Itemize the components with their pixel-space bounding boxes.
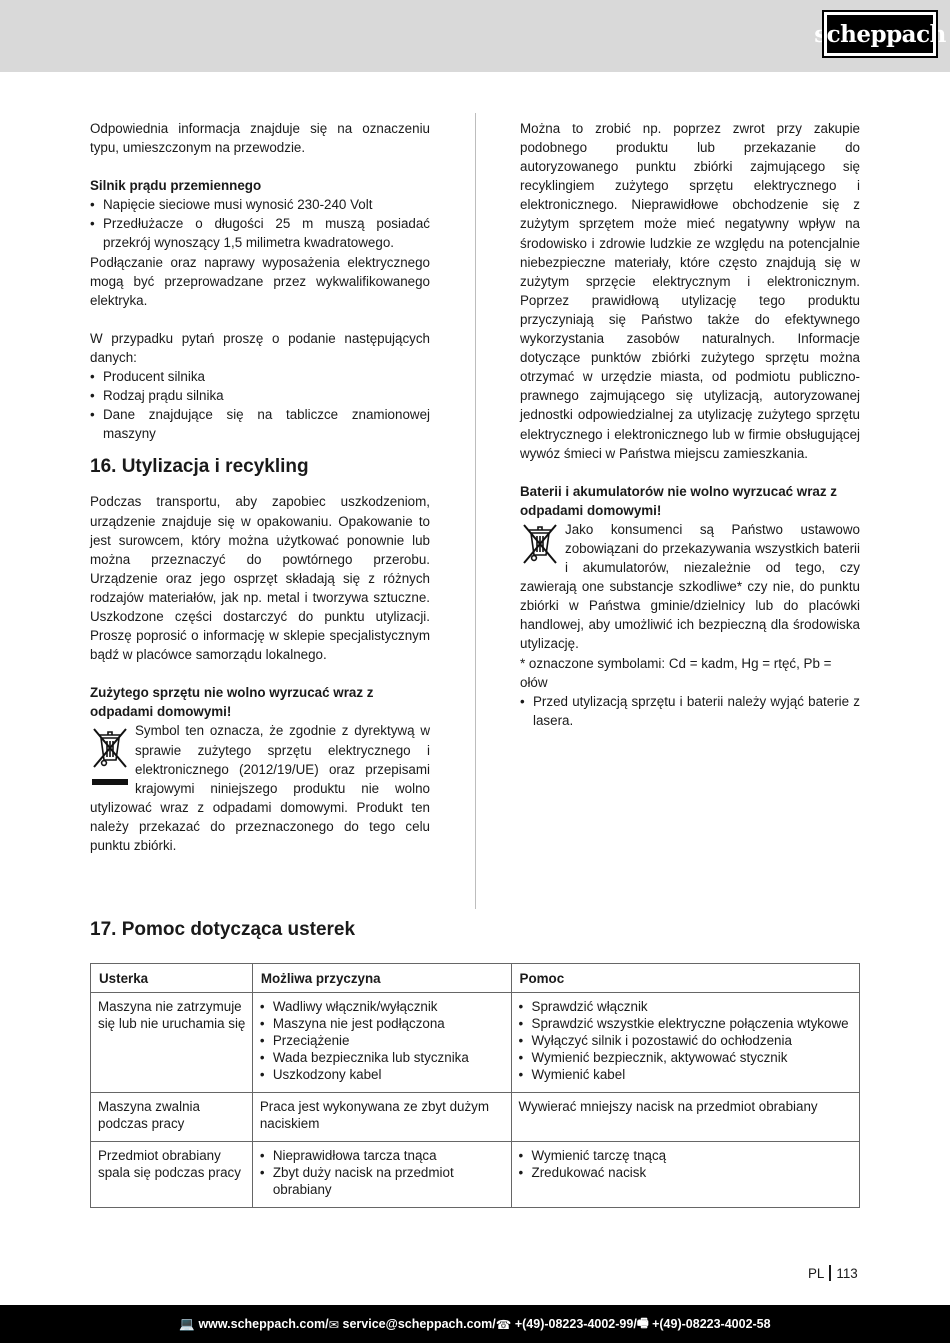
motor-heading: Silnik prądu przemiennego xyxy=(90,178,262,194)
data-list xyxy=(90,367,430,443)
phone-icon: ☎ xyxy=(495,1317,515,1332)
left-column xyxy=(90,119,430,855)
list-item: • Wymienić bezpiecznik, aktywować stycznik xyxy=(519,1049,853,1066)
footer-separator: / xyxy=(325,1317,329,1331)
table-header-row xyxy=(91,964,860,993)
battery-list xyxy=(520,692,860,730)
packaging-info: Podczas transportu, aby zapobiec uszkodzeniom, urządzenie znajduje się w opakowaniu. Opakowanie to jest surowcem, który można użytkować ponownie lub można przeznaczyć do powtórnego przerobu. Urządzenie oraz jego osprzęt składają się z różnych rodzajów materiałów, jak np. metal i tworzywa sztuczne. Uszkodzone części dostarczyć do punktu utylizacji. Proszę poprosić o informację w sklepie specjalistycznym bądź w placówce samorządu lokalnego. xyxy=(90,494,430,663)
column-header: Możliwa przyczyna xyxy=(252,964,511,993)
battery-heading: Baterii i akumulatorów nie wolno wyrzucać wraz z odpadami domowymi! xyxy=(520,483,837,518)
motor-list xyxy=(90,195,430,252)
electrician-info: Podłączanie oraz naprawy wyposażenia elektrycznego mogą być przeprowadzane przez wykwalifikowanego elektryka. xyxy=(90,254,430,308)
header-bar xyxy=(0,0,950,72)
list-item: • Napięcie sieciowe musi wynosić 230-240 Volt xyxy=(90,195,430,214)
fax-icon: 🖷 xyxy=(636,1315,653,1330)
recycling-info: Można to zrobić np. poprzez zwrot przy zakupie podobnego produktu lub przekazanie do autoryzowanego punktu zbiórki zajmującego się recyklingiem zużytego sprzętu elektrycznego i elektronicznego. Nieprawidłowe obchodzenie się z zużytym sprzętem może mieć negatywny wpływ na środowisko i zdrowie ludzkie ze względu na potencjalnie niebezpieczne materiały, które często znajdują się w zużytym sprzęcie elektrycznym i elektronicznym. Poprzez prawidłową utylizację tego produktu przyczyniają się Państwo także do efektywnego wykorzystania zasobów naturalnych. Informacje dotyczące punktów zbiórki zużytego sprzętu można otrzymać w urzędzie miasta, od podmiotu publiczno-prawnego zajmującego się utylizacją, autoryzowanej jednostki odpowiedzialnej za utylizację zużytego sprzętu elektrycznego i elektronicznego lub w firmie obsługującej wywóz śmieci w Państwa miejscu zamieszkania. xyxy=(520,121,860,461)
cause-cell xyxy=(252,993,511,1093)
column-header: Usterka xyxy=(91,964,253,993)
language-code: PL xyxy=(808,1265,825,1281)
weee-heading: Zużytego sprzętu nie wolno wyrzucać wraz z odpadami domowymi! xyxy=(90,685,374,720)
column-header: Pomoc xyxy=(511,964,859,993)
table-row xyxy=(91,1142,860,1208)
fault-cell: Przedmiot obrabiany spala się podczas pracy xyxy=(91,1142,253,1208)
footer-separator: / xyxy=(633,1317,637,1331)
troubleshooting-table xyxy=(90,963,860,1208)
fault-cell: Maszyna nie zatrzymuje się lub nie uruchamia się xyxy=(91,993,253,1093)
list-item: • Przedłużacze o długości 25 m muszą posiadać przekrój wynoszący 1,5 milimetra kwadratowego. xyxy=(90,214,430,252)
footer-fax: +(49)-08223-4002-58 xyxy=(652,1317,771,1331)
table-row xyxy=(91,993,860,1093)
crossed-bin-icon xyxy=(90,723,130,789)
footer-web[interactable]: www.scheppach.com xyxy=(198,1317,326,1331)
table-row xyxy=(91,1093,860,1142)
list-item: • Sprawdzić włącznik xyxy=(519,998,853,1015)
questions-info: W przypadku pytań proszę o podanie następujących danych: xyxy=(90,330,430,365)
fix-cell xyxy=(511,993,859,1093)
list-item: • Rodzaj prądu silnika xyxy=(90,386,430,405)
list-item: • Wadliwy włącznik/wyłącznik xyxy=(260,998,505,1015)
email-icon: ✉ xyxy=(328,1317,343,1332)
fix-cell xyxy=(511,1142,859,1208)
type-plate-info: Odpowiednia informacja znajduje się na oznaczeniu typu, umieszczonym na przewodzie. xyxy=(90,121,430,156)
list-item: • Wada bezpiecznika lub stycznika xyxy=(260,1049,505,1066)
footer-email[interactable]: service@scheppach.com xyxy=(342,1317,493,1331)
cause-cell: Praca jest wykonywana ze zbyt dużym naciskiem xyxy=(252,1093,511,1142)
footer-bar xyxy=(0,1305,950,1343)
list-item: • Zredukować nacisk xyxy=(519,1164,853,1181)
list-item: • Wymienić tarczę tnącą xyxy=(519,1147,853,1164)
section-16-title: 16. Utylizacja i recykling xyxy=(90,456,309,478)
computer-icon: 💻 xyxy=(179,1316,199,1331)
fix-cell: Wywierać mniejszy nacisk na przedmiot obrabiany xyxy=(511,1093,859,1142)
list-item: • Sprawdzić wszystkie elektryczne połączenia wtykowe xyxy=(519,1015,853,1032)
footer-phone: +(49)-08223-4002-99 xyxy=(514,1317,634,1331)
list-item: • Dane znajdujące się na tabliczce znamionowej maszyny xyxy=(90,405,430,443)
page-number-value: 113 xyxy=(836,1265,858,1281)
list-item: • Zbyt duży nacisk na przedmiot obrabiany xyxy=(260,1164,505,1198)
right-column xyxy=(520,119,860,730)
footer-separator: / xyxy=(492,1317,496,1331)
symbols-note: * oznaczone symbolami: Cd = kadm, Hg = rtęć, Pb = ołów xyxy=(520,655,832,690)
crossed-bin-icon xyxy=(520,522,560,566)
fault-cell: Maszyna zwalnia podczas pracy xyxy=(91,1093,253,1142)
page-divider xyxy=(829,1265,831,1281)
page-number xyxy=(808,1265,858,1281)
scheppach-logo: scheppach xyxy=(824,12,936,56)
cause-cell xyxy=(252,1142,511,1208)
list-item: • Przed utylizacją sprzętu i baterii należy wyjąć baterie z lasera. xyxy=(520,692,860,730)
list-item: • Uszkodzony kabel xyxy=(260,1066,505,1083)
battery-info: Jako konsumenci są Państwo ustawowo zobowiązani do przekazywania wszystkich baterii i akumulatorów, niezależnie od tego, czy zawierają one substancje szkodliwe* czy nie, do punktu zbiórki w Państwa gminie/dzielnicy lub do placówki handlowej, aby umożliwić ich bezpieczną dla środowiska utylizację. xyxy=(520,521,860,652)
list-item: • Przeciążenie xyxy=(260,1032,505,1049)
list-item: • Maszyna nie jest podłączona xyxy=(260,1015,505,1032)
list-item: • Wymienić kabel xyxy=(519,1066,853,1083)
column-divider xyxy=(475,113,476,909)
weee-info: Symbol ten oznacza, że zgodnie z dyrektywą w sprawie zużytego sprzętu elektrycznego i elektronicznego (2012/19/UE) oraz przepisami krajowymi niniejszego produktu nie wolno utylizować wraz z odpadami domowymi. Produkt ten należy przekazać do przeznaczonego do tego celu punktu zbiórki. xyxy=(90,723,430,853)
list-item: • Nieprawidłowa tarcza tnąca xyxy=(260,1147,505,1164)
list-item: • Producent silnika xyxy=(90,367,430,386)
section-17-title: 17. Pomoc dotycząca usterek xyxy=(90,919,356,940)
list-item: • Wyłączyć silnik i pozostawić do ochłodzenia xyxy=(519,1032,853,1049)
